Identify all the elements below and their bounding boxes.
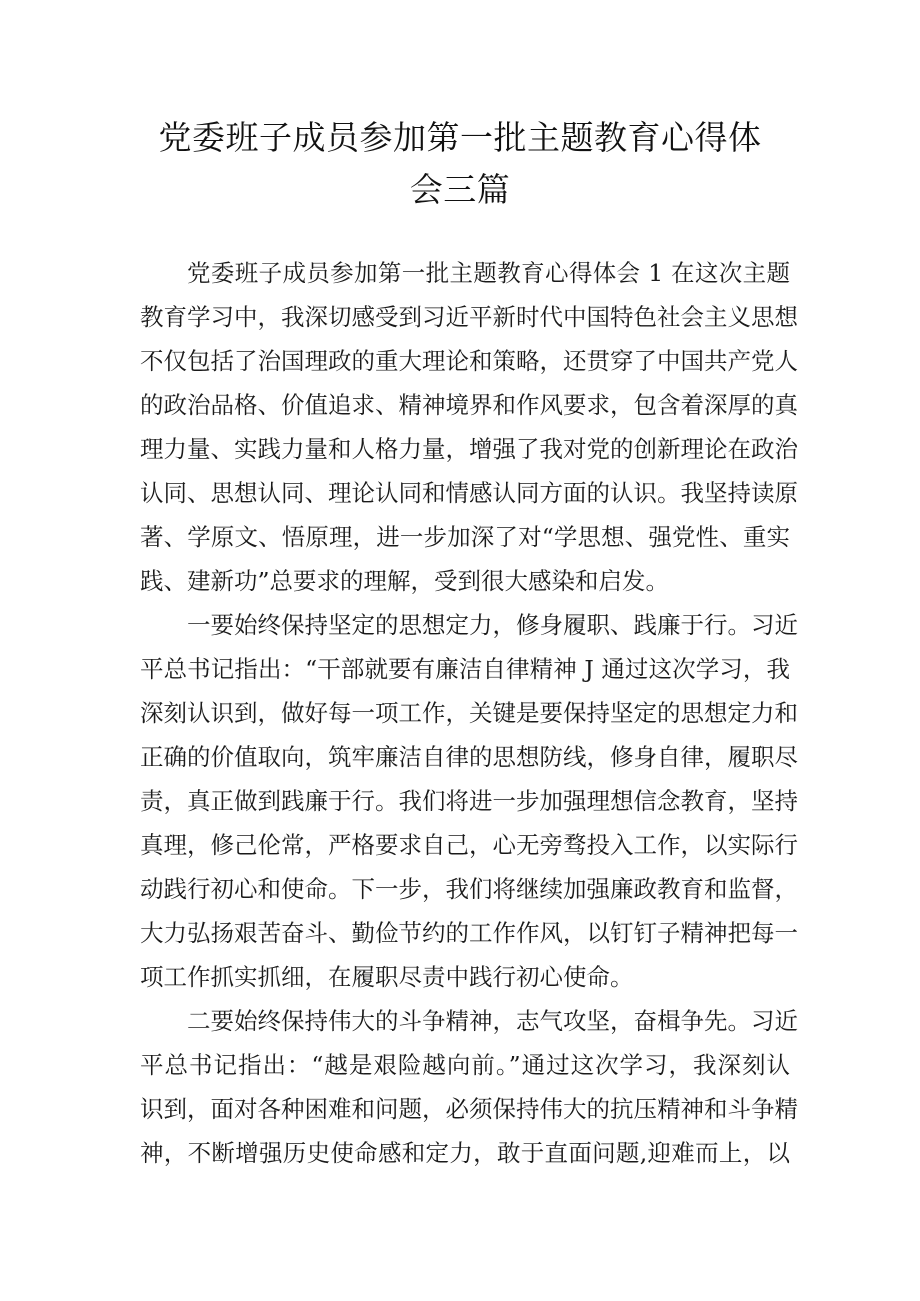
document-body [140, 256, 798, 1180]
text-line: 深刻认识到，做好每一项工作，关键是要保持坚定的思想定力和 [140, 699, 798, 727]
text-line: 神，不断增强历史使命感和定力，敢于直面问题,迎难而上，以 [140, 1139, 790, 1167]
text-line: 正确的价值取向，筑牢廉洁自律的思想防线，修身自律，履职尽 [140, 743, 798, 771]
text-line: 理力量、实践力量和人格力量，增强了我对党的创新理论在政治 [140, 435, 798, 463]
text-line: 平总书记指出：“干部就要有廉洁自律精神 J 通过这次学习，我 [140, 655, 790, 683]
text-line: 责，真正做到践廉于行。我们将进一步加强理想信念教育，坚持 [140, 787, 798, 815]
text-line: 教育学习中，我深切感受到习近平新时代中国特色社会主义思想 [140, 303, 798, 331]
text-line: 著、学原文、悟原理，进一步加深了对“学思想、强党性、重实 [140, 523, 790, 551]
text-line: 不仅包括了治国理政的重大理论和策略，还贯穿了中国共产党人 [140, 347, 798, 375]
text-line: 党委班子成员参加第一批主题教育心得体会 1 在这次主题 [187, 259, 790, 287]
text-line: 真理，修己伦常，严格要求自己，心无旁骛投入工作，以实际行 [140, 831, 798, 859]
paragraph-2 [140, 608, 798, 1004]
title-line: 党委班子成员参加第一批主题教育心得体 [158, 118, 762, 157]
text-line: 动践行初心和使命。下一步，我们将继续加强廉政教育和监督， [140, 875, 798, 903]
title-line: 会三篇 [409, 170, 511, 209]
text-line: 认同、思想认同、理论认同和情感认同方面的认识。我坚持读原 [140, 479, 798, 507]
text-line: 践、建新功”总要求的理解，受到很大感染和启发。 [140, 567, 670, 595]
paragraph-3 [140, 1004, 798, 1180]
text-line: 的政治品格、价值追求、精神境界和作风要求，包含着深厚的真 [140, 391, 798, 419]
document-title [140, 112, 780, 216]
paragraph-1 [140, 256, 798, 608]
text-line: 项工作抓实抓细，在履职尽责中践行初心使命。 [140, 963, 634, 991]
text-line: 大力弘扬艰苦奋斗、勤俭节约的工作作风，以钉钉子精神把每一 [140, 919, 798, 947]
text-line: 识到，面对各种困难和问题，必须保持伟大的抗压精神和斗争精 [140, 1095, 798, 1123]
text-line: 一要始终保持坚定的思想定力，修身履职、践廉于行。习近 [187, 611, 798, 639]
text-line: 平总书记指出：“越是艰险越向前。”通过这次学习，我深刻认 [140, 1051, 790, 1079]
text-line: 二要始终保持伟大的斗争精神，志气攻坚，奋楫争先。习近 [187, 1007, 798, 1035]
